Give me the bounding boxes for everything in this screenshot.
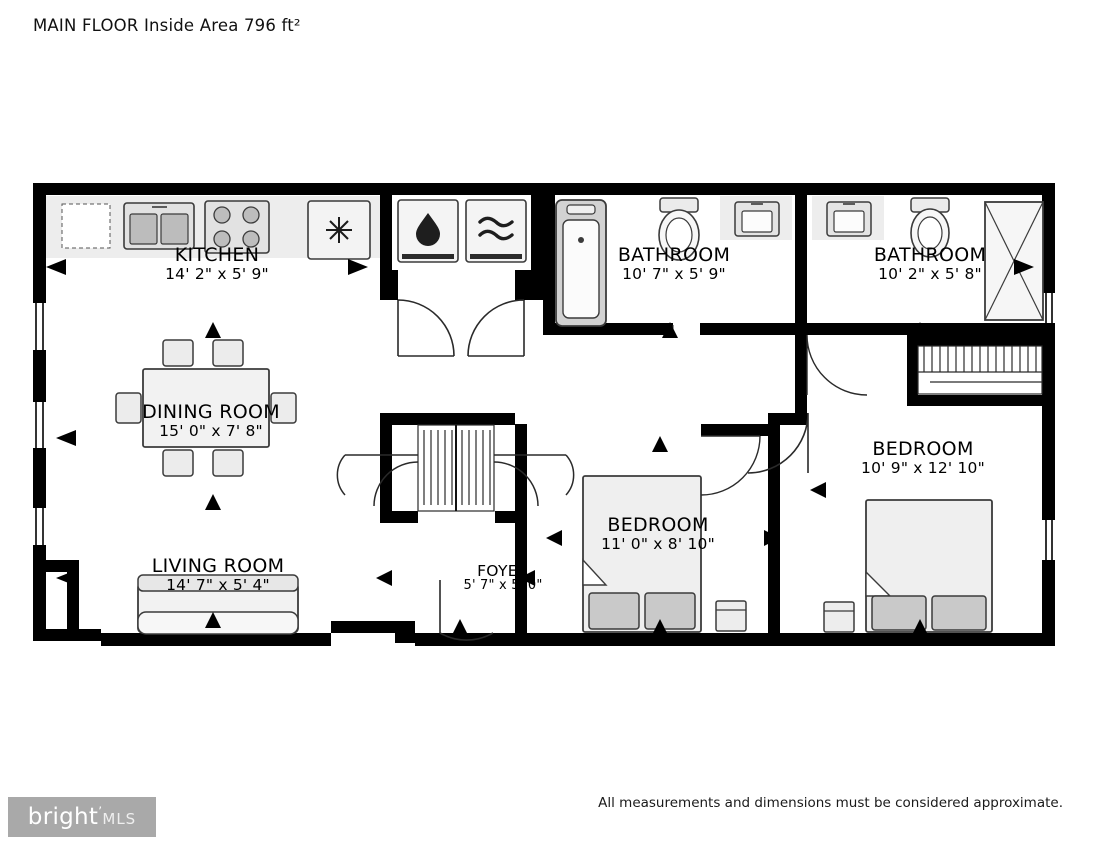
vanity-right-icon: [812, 196, 884, 240]
vanity-left-icon: [720, 196, 792, 240]
room-dimension: 10' 7" x 5' 9": [622, 264, 726, 283]
room-dimension: 10' 9" x 12' 10": [861, 458, 985, 477]
laundry-fixtures: [398, 200, 526, 356]
closet-shelf-right: [918, 346, 1042, 394]
room-name: BEDROOM: [607, 514, 709, 536]
kitchen-sink-icon: [124, 203, 194, 249]
brightmls-logo: [8, 797, 156, 837]
room-name: DINING ROOM: [142, 401, 280, 423]
bedroom-middle-furniture: [583, 476, 746, 632]
room-name: BEDROOM: [872, 438, 974, 460]
room-dimension: 11' 0" x 8' 10": [601, 534, 715, 553]
room-dimension: 15' 0" x 7' 8": [159, 421, 263, 440]
bathtub-icon: [556, 200, 606, 326]
refrigerator-icon: [308, 201, 370, 259]
logo-sub: MLS: [102, 810, 137, 828]
logo-tick: ’: [98, 804, 103, 819]
toilet-right-icon: [911, 198, 949, 257]
room-name: KITCHEN: [174, 244, 260, 266]
laundry-doors: [398, 300, 524, 356]
room-dimension: 10' 2" x 5' 8": [878, 264, 982, 283]
disclaimer-text: All measurements and dimensions must be considered approximate.: [598, 795, 1063, 811]
kitchen-fixtures: [46, 196, 380, 259]
toilet-icon: [659, 198, 699, 260]
logo-brand: bright: [27, 804, 99, 830]
dryer-icon: [466, 200, 526, 262]
room-name: LIVING ROOM: [151, 555, 285, 577]
washer-icon: [398, 200, 458, 262]
stove-icon: [205, 201, 269, 253]
room-name: FOYER: [477, 562, 529, 580]
logo-text: [28, 804, 136, 830]
bedroom-right-furniture: [824, 500, 992, 632]
room-dimension: 14' 7" x 5' 4": [166, 575, 270, 594]
room-dimension: 14' 2" x 5' 9": [165, 264, 269, 283]
bathroom-right-fixtures: [812, 196, 1043, 320]
page-title: MAIN FLOOR Inside Area 796 ft²: [33, 16, 301, 35]
foyer-closet: [337, 425, 573, 511]
room-dimension: 5' 7" x 5' 0": [463, 578, 543, 594]
bathroom-left-fixtures: [556, 196, 792, 326]
room-name: BATHROOM: [617, 244, 731, 266]
room-name: BATHROOM: [873, 244, 987, 266]
dining-furniture: [116, 340, 296, 476]
